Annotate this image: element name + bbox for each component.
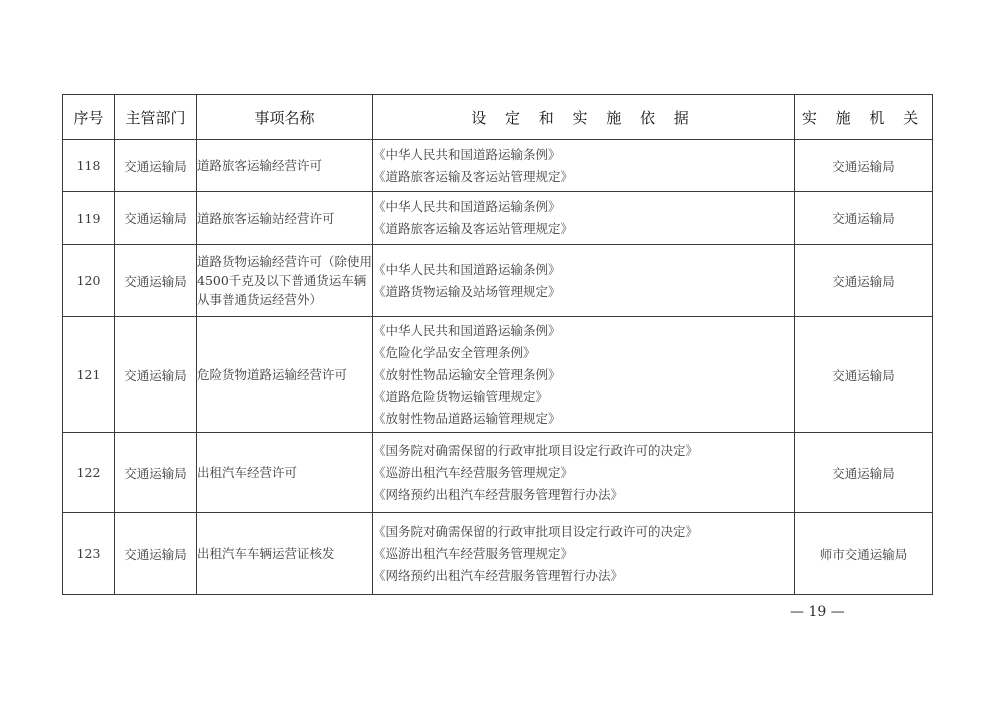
basis-line: 《中华人民共和国道路运输条例》 xyxy=(373,199,561,214)
cell-org: 交通运输局 xyxy=(795,140,933,192)
basis-line: 《道路旅客运输及客运站管理规定》 xyxy=(373,221,574,236)
table-row xyxy=(63,192,933,245)
table-row xyxy=(63,317,933,433)
header-basis: 设 定 和 实 施 依 据 xyxy=(373,95,795,140)
cell-basis xyxy=(373,192,795,245)
basis-line: 《中华人民共和国道路运输条例》 xyxy=(373,146,561,162)
cell-item: 道路货物运输经营许可（除使用4500千克及以下普通货运车辆从事普通货运经营外） xyxy=(197,245,373,317)
cell-dept: 交通运输局 xyxy=(115,245,197,317)
cell-seq: 121 xyxy=(63,317,115,433)
cell-seq: 119 xyxy=(63,192,115,245)
permit-table xyxy=(62,94,933,595)
basis-line: 《中华人民共和国道路运输条例》 xyxy=(373,261,561,277)
cell-seq: 120 xyxy=(63,245,115,317)
cell-item: 道路旅客运输站经营许可 xyxy=(197,192,373,245)
basis-line: 《国务院对确需保留的行政审批项目设定行政许可的决定》 xyxy=(373,442,699,458)
cell-org: 师市交通运输局 xyxy=(795,513,933,595)
cell-item: 出租汽车车辆运营证核发 xyxy=(197,513,373,595)
cell-seq: 118 xyxy=(63,140,115,192)
cell-basis xyxy=(373,317,795,433)
basis-line: 《中华人民共和国道路运输条例》 xyxy=(373,322,561,338)
cell-basis xyxy=(373,513,795,595)
cell-basis xyxy=(373,140,795,192)
cell-org: 交通运输局 xyxy=(795,245,933,317)
basis-line: 《放射性物品运输安全管理条例》 xyxy=(373,366,561,382)
basis-line: 《巡游出租汽车经营服务管理规定》 xyxy=(373,464,574,480)
basis-line: 《危险化学品安全管理条例》 xyxy=(373,344,536,360)
cell-basis xyxy=(373,245,795,317)
cell-org: 交通运输局 xyxy=(795,192,933,245)
header-dept: 主管部门 xyxy=(115,95,197,140)
cell-seq: 122 xyxy=(63,433,115,513)
cell-item: 道路旅客运输经营许可 xyxy=(197,140,373,192)
cell-dept: 交通运输局 xyxy=(115,140,197,192)
cell-basis xyxy=(373,433,795,513)
cell-dept: 交通运输局 xyxy=(115,513,197,595)
basis-line: 《道路危险货物运输管理规定》 xyxy=(373,388,549,404)
page-number: — 19 — xyxy=(790,604,845,620)
basis-line: 《巡游出租汽车经营服务管理规定》 xyxy=(373,545,574,561)
basis-line: 《网络预约出租汽车经营服务管理暂行办法》 xyxy=(373,486,624,502)
header-item: 事项名称 xyxy=(197,95,373,140)
basis-line: 《道路旅客运输及客运站管理规定》 xyxy=(373,168,574,184)
basis-line: 《国务院对确需保留的行政审批项目设定行政许可的决定》 xyxy=(373,523,699,539)
basis-line: 《道路货物运输及站场管理规定》 xyxy=(373,283,561,299)
cell-org: 交通运输局 xyxy=(795,317,933,433)
basis-line: 《网络预约出租汽车经营服务管理暂行办法》 xyxy=(373,567,624,583)
header-org: 实 施 机 关 xyxy=(795,95,933,140)
cell-seq: 123 xyxy=(63,513,115,595)
table-row xyxy=(63,140,933,192)
cell-org: 交通运输局 xyxy=(795,433,933,513)
basis-line: 《放射性物品道路运输管理规定》 xyxy=(373,410,561,426)
table-row xyxy=(63,433,933,513)
table-row xyxy=(63,513,933,595)
cell-dept: 交通运输局 xyxy=(115,433,197,513)
cell-item: 危险货物道路运输经营许可 xyxy=(197,317,373,433)
table-header-row xyxy=(63,95,933,140)
cell-item: 出租汽车经营许可 xyxy=(197,433,373,513)
cell-dept: 交通运输局 xyxy=(115,317,197,433)
table-row xyxy=(63,245,933,317)
cell-dept: 交通运输局 xyxy=(115,192,197,245)
header-seq: 序号 xyxy=(63,95,115,140)
